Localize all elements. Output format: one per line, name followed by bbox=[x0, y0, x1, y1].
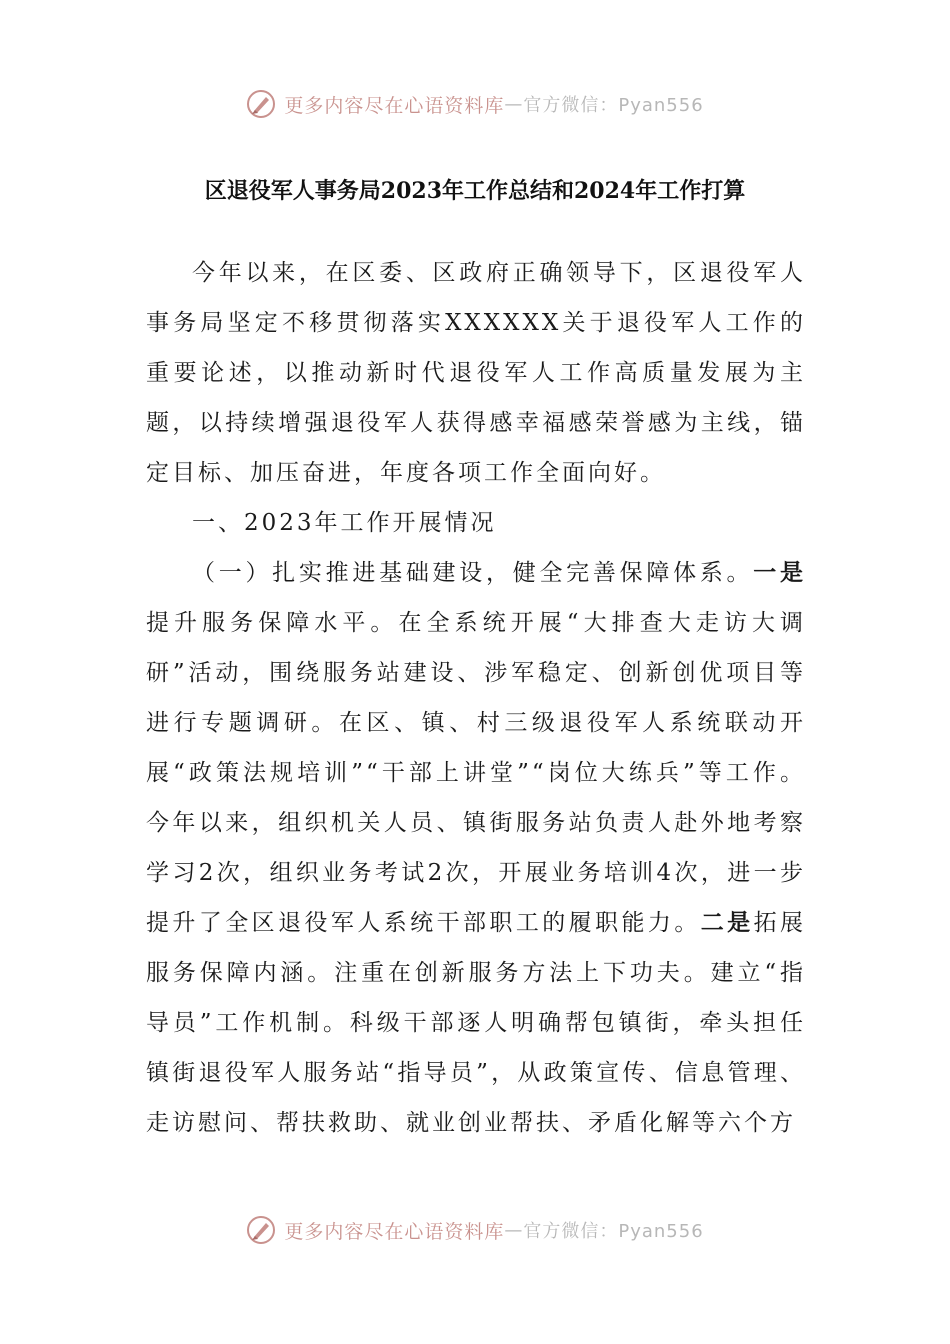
point-two-label: 二是 bbox=[700, 909, 754, 936]
point-one-text: 提升服务保障水平。在全系统开展“大排查大走访大调研”活动，围绕服务站建设、涉军稳定、创新创优项目等进行专题调研。在区、镇、村三级退役军人系统联动开展“政策法规培训”“干部上讲堂”“岗位大练兵”等工作。今年以来，组织机关人员、镇街服务站负责人赴外地考察学习2次，组织业务考试2次，开展业务培训4次，进一步提升了全区退役军人系统干部职工的履职能力。 bbox=[146, 610, 806, 936]
subsection-paragraph bbox=[146, 548, 806, 1148]
pen-nib-icon bbox=[246, 89, 276, 119]
point-one-label: 一是 bbox=[753, 559, 807, 586]
watermark-header bbox=[0, 84, 950, 124]
pen-nib-icon bbox=[246, 1215, 276, 1245]
watermark-dash: — bbox=[504, 1219, 524, 1241]
intro-paragraph: 今年以来，在区委、区政府正确领导下，区退役军人事务局坚定不移贯彻落实XXXXXX关于退役军人工作的重要论述，以推动新时代退役军人工作高质量发展为主题，以持续增强退役军人获得感幸福感荣誉感为主线，锚定目标、加压奋进，年度各项工作全面向好。 bbox=[146, 260, 806, 486]
watermark-footer bbox=[0, 1210, 950, 1250]
document-title: 区退役军人事务局2023年工作总结和2024年工作打算 bbox=[204, 178, 746, 204]
watermark-main-text: 更多内容尽在心语资料库 bbox=[284, 94, 505, 117]
document-body bbox=[146, 248, 806, 1148]
point-two-text: 拓展服务保障内涵。注重在创新服务方法上下功夫。建立“指导员”工作机制。科级干部逐人明确帮包镇街，牵头担任镇街退役军人服务站“指导员”，从政策宣传、信息管理、走访慰问、帮扶救助、就业创业帮扶、矛盾化解等六个方 bbox=[146, 910, 807, 1136]
watermark-sub-text: 官方微信：Pyan556 bbox=[523, 1221, 704, 1242]
watermark-sub-text: 官方微信：Pyan556 bbox=[523, 95, 704, 116]
watermark-dash: — bbox=[504, 93, 524, 115]
subsection-heading: （一）扎实推进基础建设，健全完善保障体系。 bbox=[192, 560, 754, 586]
watermark-main-text: 更多内容尽在心语资料库 bbox=[284, 1220, 505, 1243]
section-heading: 一、2023年工作开展情况 bbox=[192, 510, 497, 536]
